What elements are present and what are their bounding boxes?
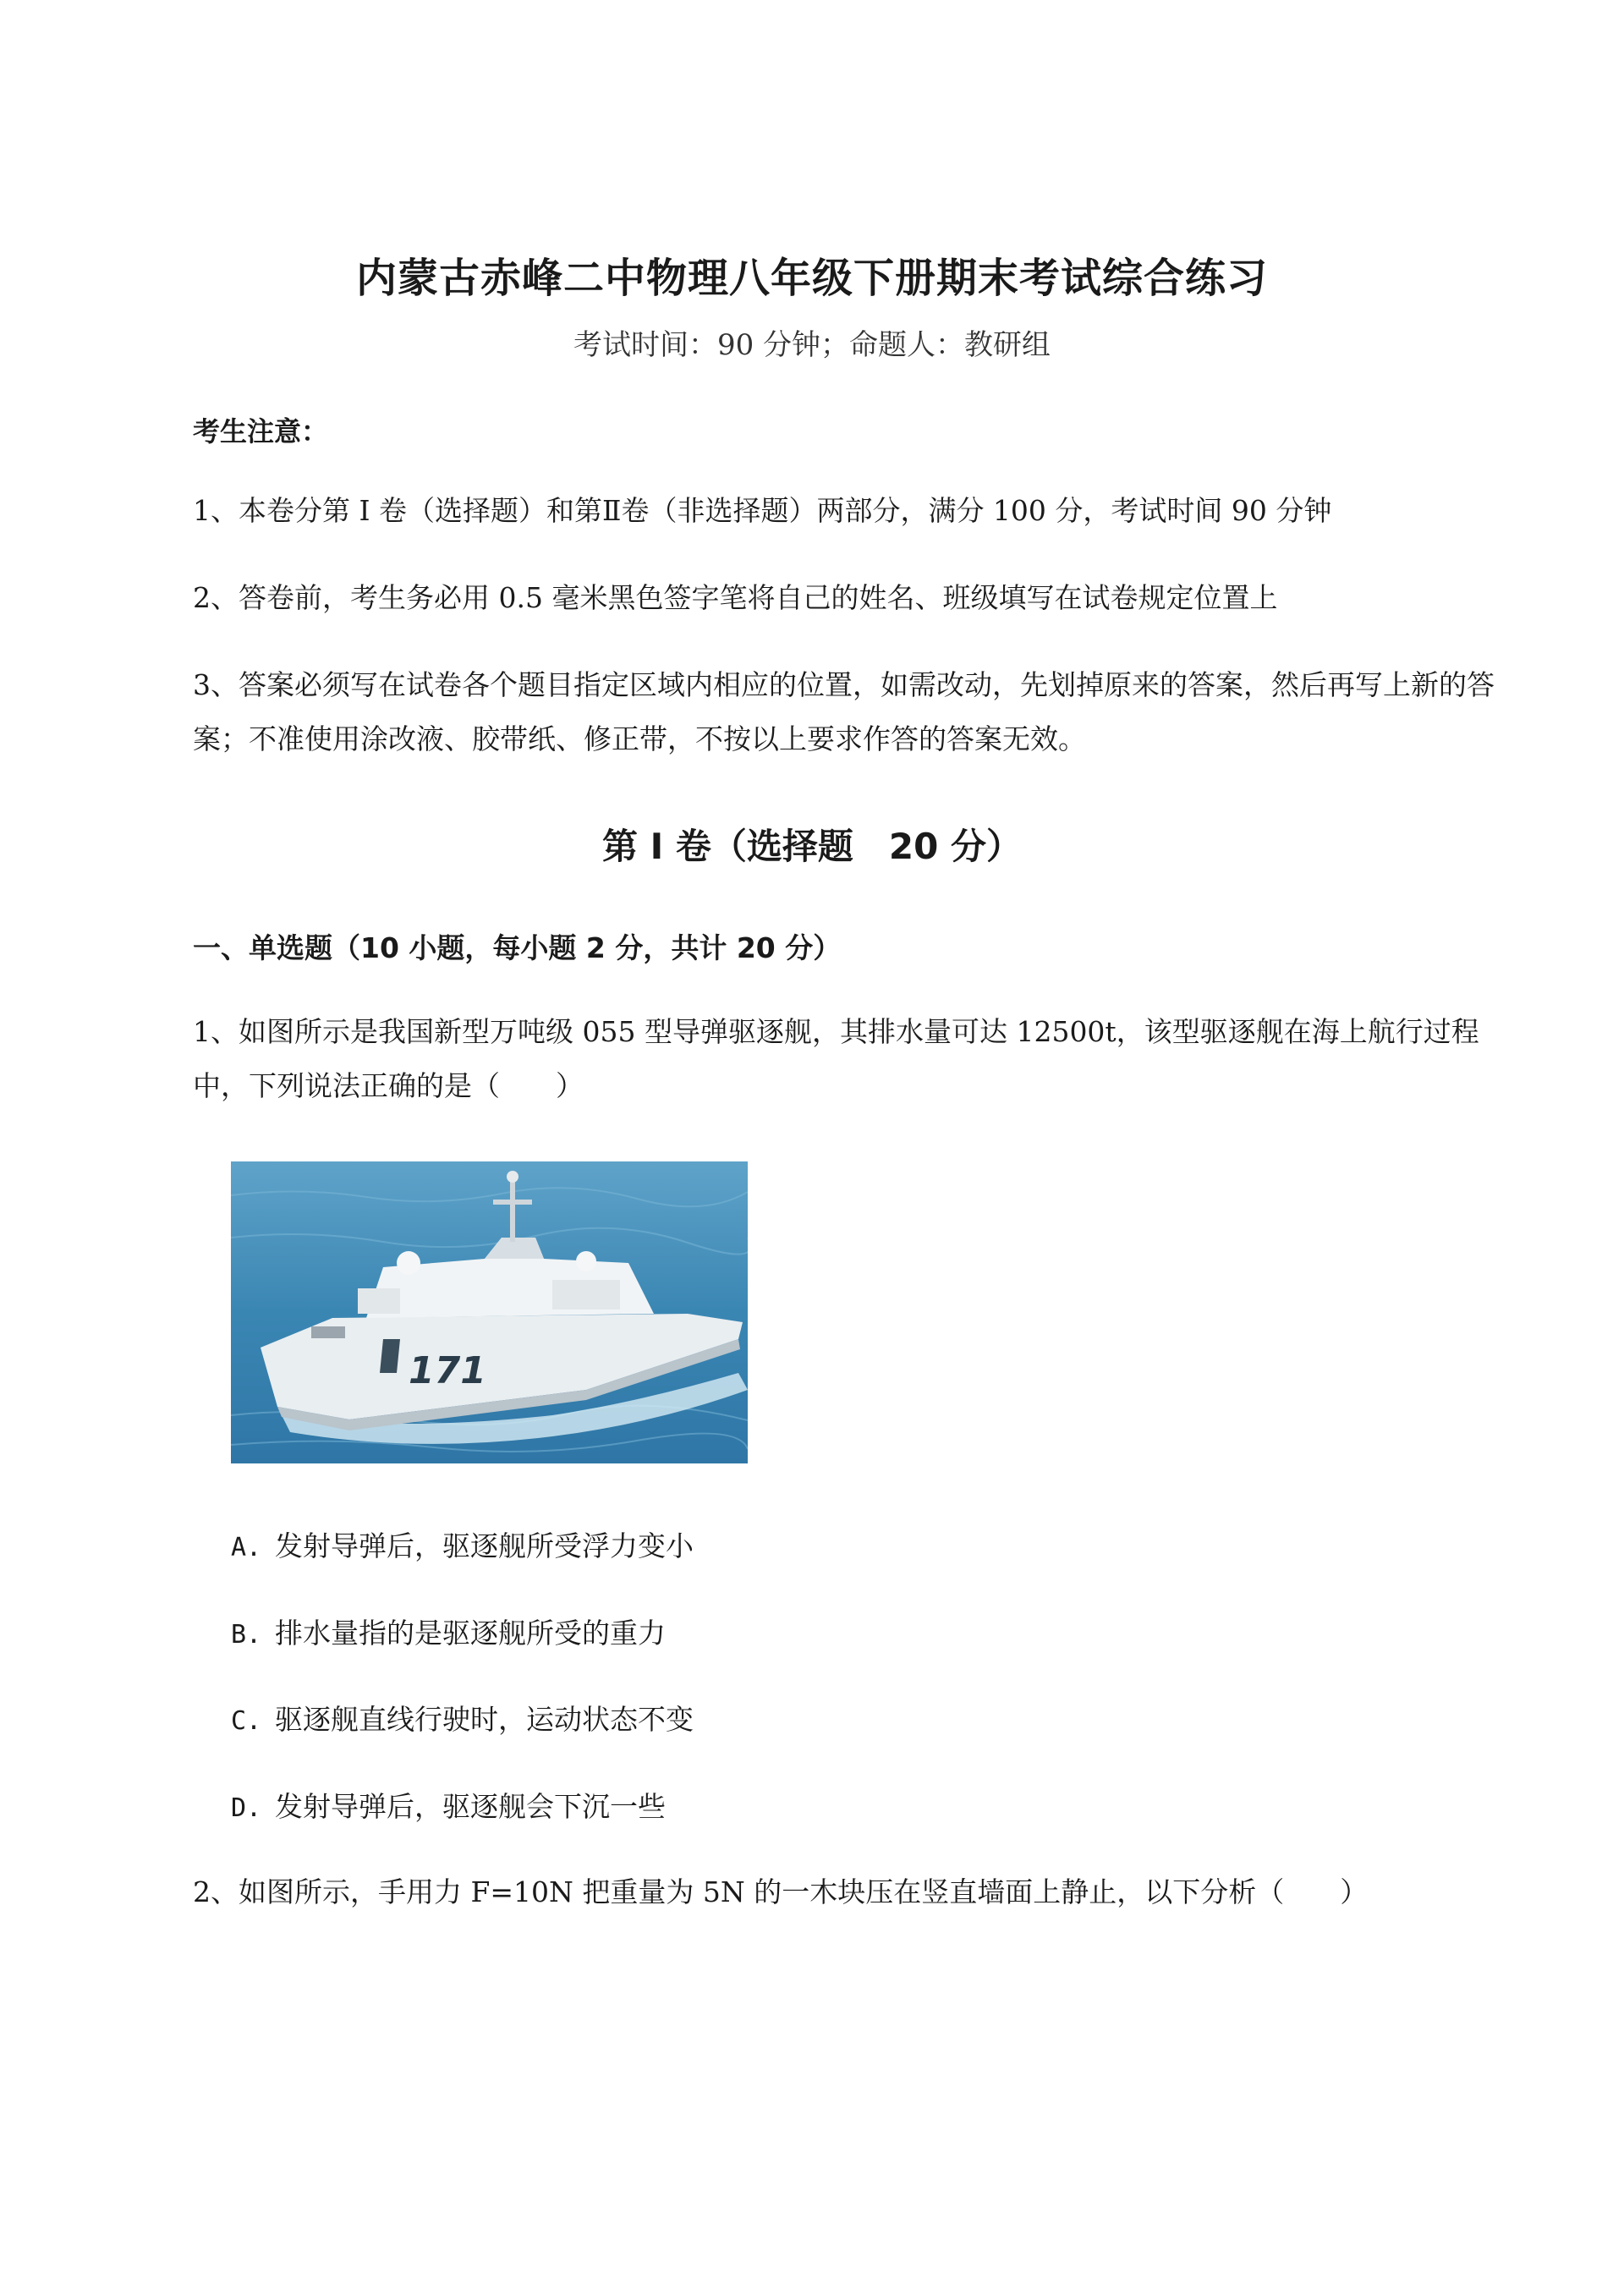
option-letter: C. — [231, 1706, 262, 1736]
option-letter: D. — [231, 1793, 262, 1823]
page-title: 内蒙古赤峰二中物理八年级下册期末考试综合练习 — [355, 255, 1268, 302]
option-a[interactable] — [231, 1524, 694, 1564]
part-heading: 一、单选题（10 小题，每小题 2 分，共计 20 分） — [193, 931, 842, 964]
notice-item: 1、本卷分第 I 卷（选择题）和第Ⅱ卷（非选择题）两部分，满分 100 分，考试时间 90 分钟 — [193, 494, 1332, 527]
option-d[interactable] — [231, 1785, 666, 1825]
option-b[interactable] — [231, 1611, 666, 1651]
notice-item: 3、答案必须写在试卷各个题目指定区域内相应的位置，如需改动，先划掉原来的答案，然后再写上新的答案；不准使用涂改液、胶带纸、修正带，不按以上要求作答的答案无效。 — [193, 668, 1495, 755]
notice-item: 2、答卷前，考生务必用 0.5 毫米黑色签字笔将自己的姓名、班级填写在试卷规定位置上 — [193, 581, 1278, 614]
destroyer-photo — [231, 1161, 748, 1463]
notice-heading: 考生注意： — [193, 415, 329, 447]
option-letter: A. — [231, 1533, 262, 1562]
hull-number: 171 — [409, 1349, 486, 1392]
question-2-stem: 2、如图所示，手用力 F=10N 把重量为 5N 的一木块压在竖直墙面上静止，以下分析（ ） — [193, 1875, 1369, 1908]
option-text: 驱逐舰直线行驶时，运动状态不变 — [275, 1703, 694, 1736]
section-title: 第 I 卷（选择题 20 分） — [602, 826, 1022, 867]
option-text: 发射导弹后，驱逐舰所受浮力变小 — [275, 1529, 694, 1562]
option-text: 排水量指的是驱逐舰所受的重力 — [275, 1617, 666, 1650]
option-c[interactable] — [231, 1698, 694, 1738]
option-text: 发射导弹后，驱逐舰会下沉一些 — [275, 1790, 666, 1823]
option-letter: B. — [231, 1620, 262, 1650]
exam-info: 考试时间：90 分钟；命题人：教研组 — [573, 328, 1051, 362]
question-1-stem: 1、如图所示是我国新型万吨级 055 型导弹驱逐舰，其排水量可达 12500t，该型驱逐舰在海上航行过程中，下列说法正确的是（ ） — [193, 1015, 1479, 1102]
